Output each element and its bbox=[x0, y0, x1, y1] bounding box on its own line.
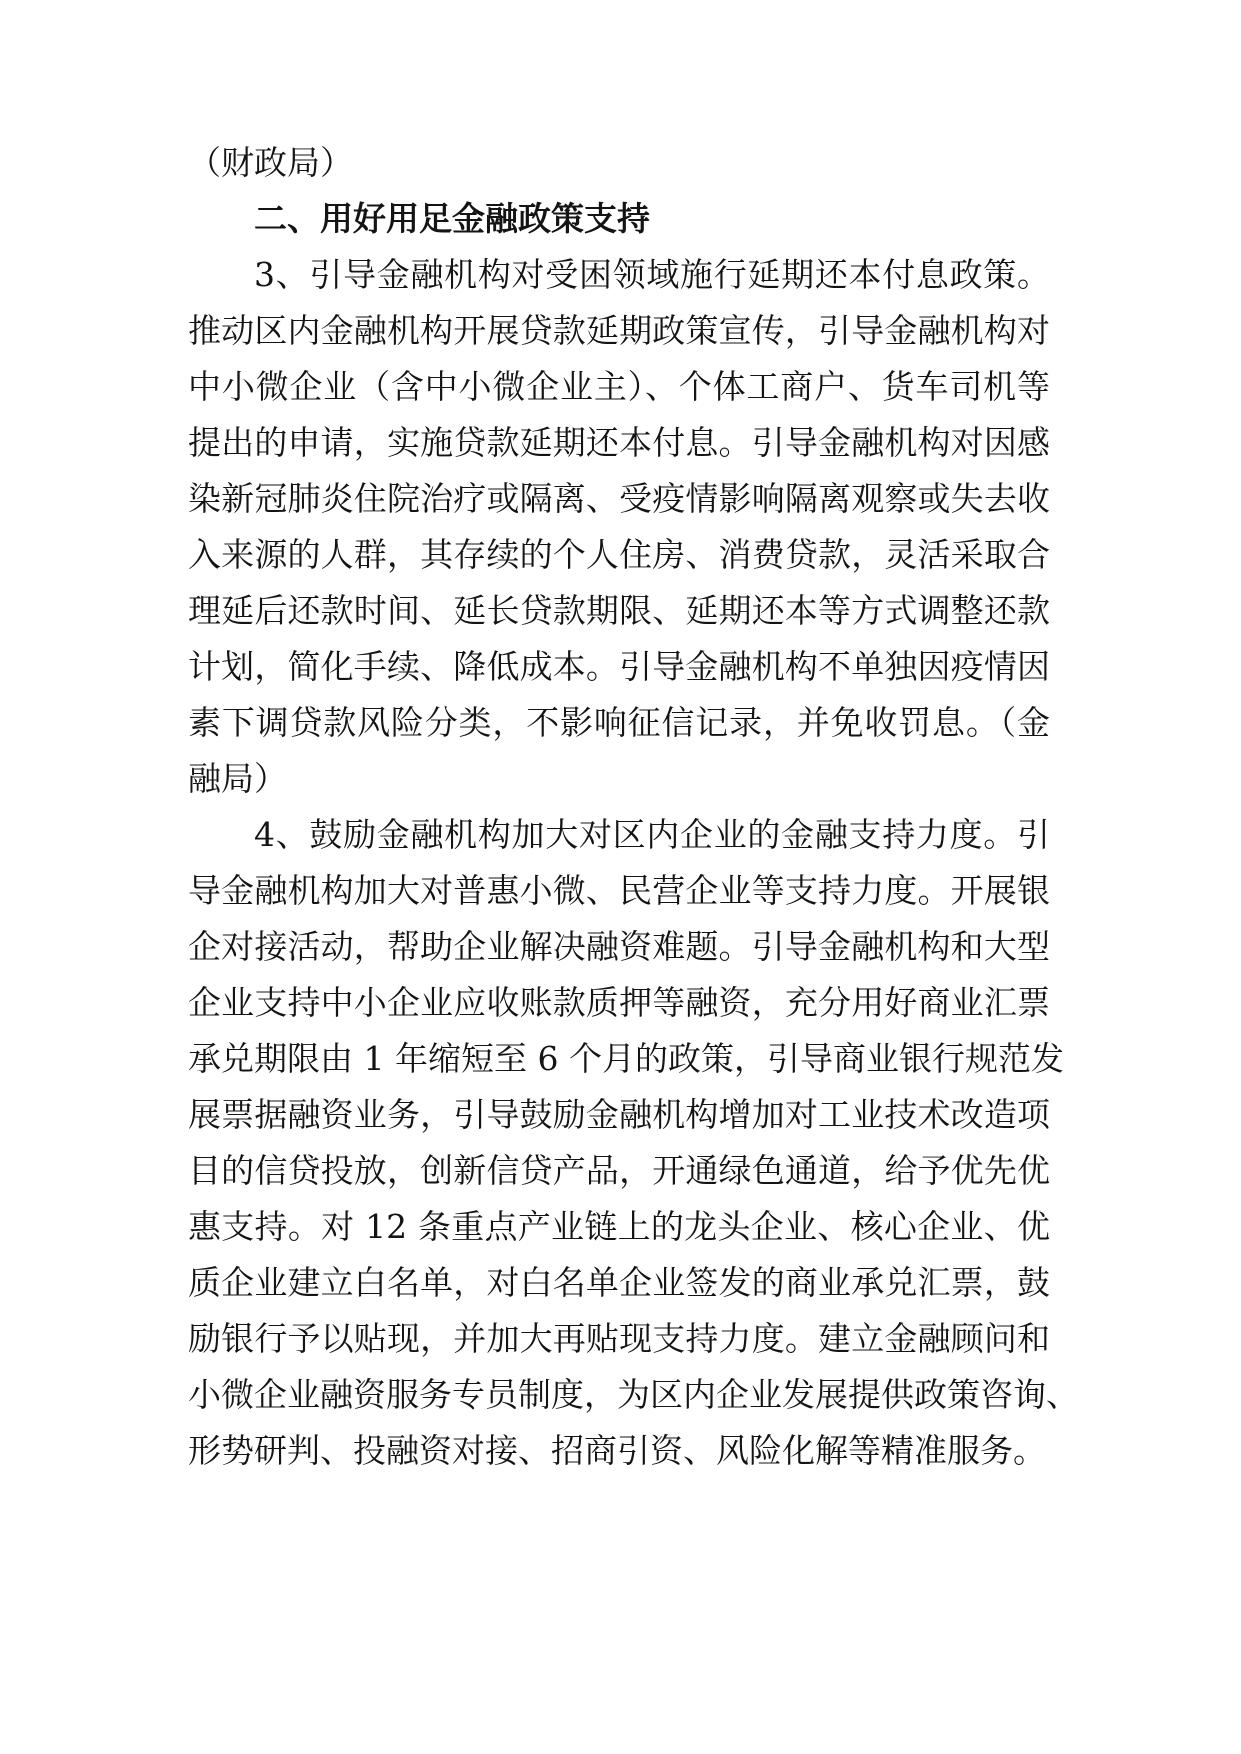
paragraph-line: 中小微企业（含中小微企业主）、个体工商户、货车司机等 bbox=[188, 367, 1050, 406]
paragraph-line: 形势研判、投融资对接、招商引资、风险化解等精准服务。 bbox=[188, 1431, 1046, 1470]
paragraph-line: 企对接活动，帮助企业解决融资难题。引导金融机构和大型 bbox=[188, 927, 1050, 966]
paragraph-line: 质企业建立白名单，对白名单企业签发的商业承兑汇票，鼓 bbox=[188, 1263, 1050, 1302]
paragraph-line: 目的信贷投放，创新信贷产品，开通绿色通道，给予优先优 bbox=[188, 1151, 1050, 1190]
paragraph-line: 惠支持。对 12 条重点产业链上的龙头企业、核心企业、优 bbox=[188, 1207, 1050, 1246]
paragraph-line: 励银行予以贴现，并加大再贴现支持力度。建立金融顾问和 bbox=[188, 1319, 1050, 1358]
paragraph-line: 承兑期限由 1 年缩短至 6 个月的政策，引导商业银行规范发 bbox=[188, 1039, 1064, 1078]
paragraph-line: 企业支持中小企业应收账款质押等融资，充分用好商业汇票 bbox=[188, 983, 1050, 1022]
paragraph-line: 小微企业融资服务专员制度，为区内企业发展提供政策咨询、 bbox=[188, 1375, 1079, 1414]
paragraph-line: 推动区内金融机构开展贷款延期政策宣传，引导金融机构对 bbox=[188, 311, 1050, 350]
paragraph-line: 理延后还款时间、延长贷款期限、延期还本等方式调整还款 bbox=[188, 591, 1050, 630]
section-heading-2: 二、用好用足金融政策支持 bbox=[254, 199, 650, 238]
attribution-finance-bureau: （财政局） bbox=[188, 143, 353, 182]
paragraph-line: 染新冠肺炎住院治疗或隔离、受疫情影响隔离观察或失去收 bbox=[188, 479, 1050, 518]
item-4-title: 4、鼓励金融机构加大对区内企业的金融支持力度。引 bbox=[254, 815, 1050, 854]
item-3-title: 3、引导金融机构对受困领域施行延期还本付息政策。 bbox=[254, 255, 1050, 294]
paragraph-line: 入来源的人群，其存续的个人住房、消费贷款，灵活采取合 bbox=[188, 535, 1050, 574]
attribution-financial-bureau: 融局） bbox=[188, 759, 287, 798]
paragraph-line: 计划，简化手续、降低成本。引导金融机构不单独因疫情因 bbox=[188, 647, 1050, 686]
paragraph-line: 展票据融资业务，引导鼓励金融机构增加对工业技术改造项 bbox=[188, 1095, 1050, 1134]
paragraph-line: 导金融机构加大对普惠小微、民营企业等支持力度。开展银 bbox=[188, 871, 1050, 910]
paragraph-line: 提出的申请，实施贷款延期还本付息。引导金融机构对因感 bbox=[188, 423, 1050, 462]
paragraph-line: 素下调贷款风险分类，不影响征信记录，并免收罚息。（金 bbox=[188, 703, 1050, 742]
